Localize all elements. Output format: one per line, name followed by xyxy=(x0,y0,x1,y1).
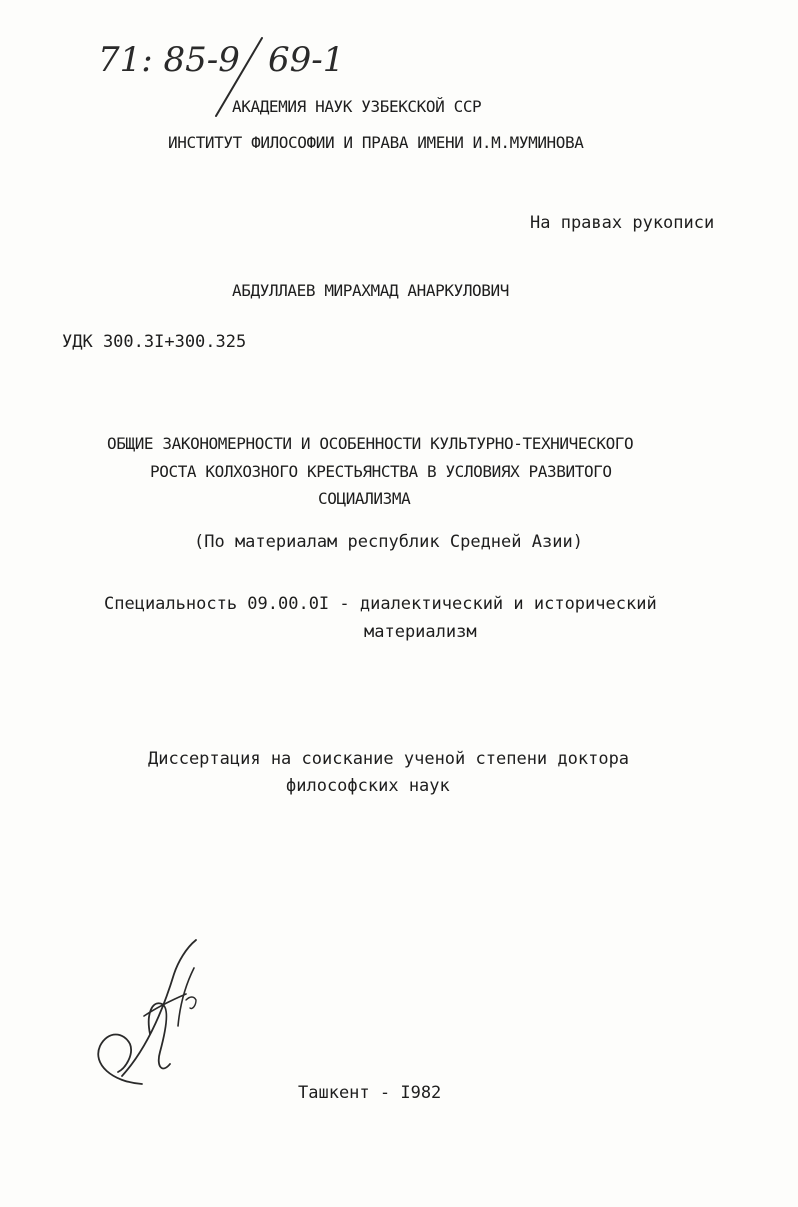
catalog-number-left: 71: 85-9 xyxy=(98,40,240,80)
author-name: АБДУЛЛАЕВ МИРАХМАД АНАРКУЛОВИЧ xyxy=(232,281,509,300)
catalog-number-right: 69-1 xyxy=(268,40,345,80)
signature xyxy=(82,934,282,1094)
title-line-3: СОЦИАЛИЗМА xyxy=(318,489,411,508)
manuscript-note: На правах рукописи xyxy=(530,213,715,233)
udk-code: УДК 300.3I+300.325 xyxy=(62,332,247,352)
academy-name: АКАДЕМИЯ НАУК УЗБЕКСКОЙ ССР xyxy=(232,97,482,116)
institute-name: ИНСТИТУТ ФИЛОСОФИИ И ПРАВА ИМЕНИ И.М.МУМИНОВА xyxy=(168,133,584,152)
title-line-2: РОСТА КОЛХОЗНОГО КРЕСТЬЯНСТВА В УСЛОВИЯХ РАЗВИТОГО xyxy=(150,462,612,481)
specialty-line-1: Специальность 09.00.0I - диалектический и исторический xyxy=(104,594,657,614)
dissertation-line-1: Диссертация на соискание ученой степени доктора xyxy=(148,749,630,769)
title-line-1: ОБЩИЕ ЗАКОНОМЕРНОСТИ И ОСОБЕННОСТИ КУЛЬТУРНО-ТЕХНИЧЕСКОГО xyxy=(107,434,634,453)
place-year: Ташкент - I982 xyxy=(298,1083,442,1103)
specialty-line-2: материализм xyxy=(364,622,477,642)
dissertation-line-2: философских наук xyxy=(286,776,450,796)
subtitle: (По материалам республик Средней Азии) xyxy=(194,532,583,552)
catalog-slash xyxy=(0,0,798,140)
